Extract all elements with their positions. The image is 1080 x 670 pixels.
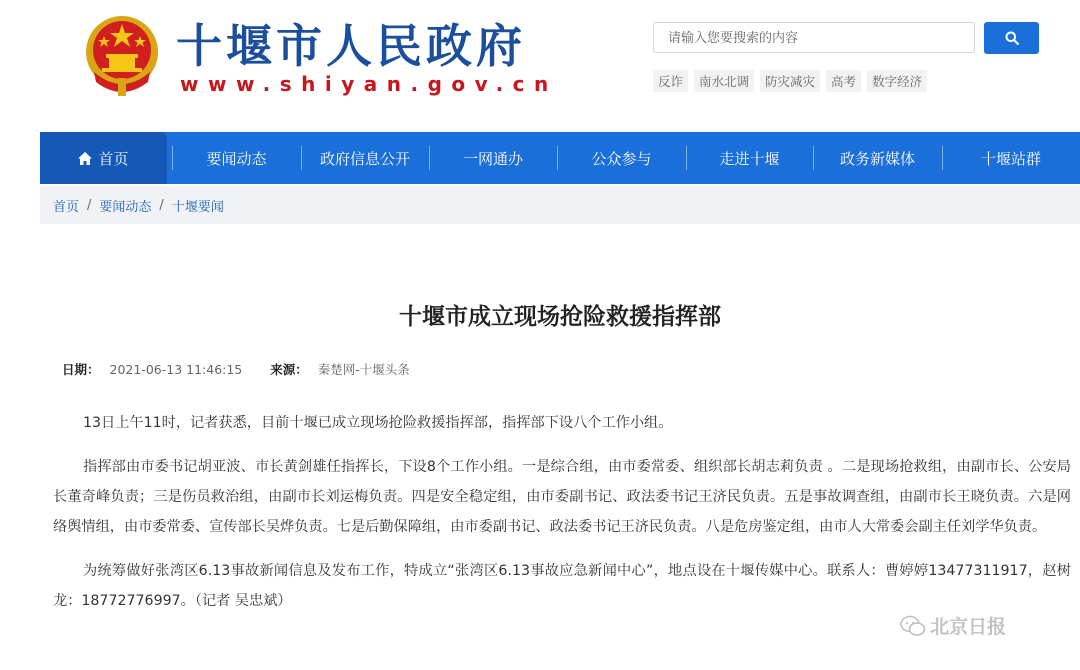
article-date: 2021-06-13 11:46:15: [109, 362, 243, 377]
watermark: [900, 612, 1006, 639]
article-meta: [62, 360, 410, 378]
nav-item-home[interactable]: [40, 132, 167, 184]
hot-tag[interactable]: 高考: [826, 70, 861, 92]
nav-item-label: 政府信息公开: [319, 149, 410, 168]
article-paragraph: 指挥部由市委书记胡亚波、市长黄剑雄任指挥长，下设8个工作小组。一是综合组，由市委常委、组织部长胡志莉负责 。二是现场抢救组，由副市长、公安局长董奇峰负责；三是伤员救治组，由副市长刘运梅负责。四是安全稳定组，由市委副书记、政法委书记王济民负责。五是事故调查组，由副市长王晓负责。六是网络舆情组，由市委常委、宣传部长吴烨负责。七是后勤保障组，由市委副书记、政法委书记王济民负责。八是危房鉴定组，由市人大常委会副主任刘学华负责。: [53, 459, 1071, 535]
article-title: 十堰市成立现场抢险救援指挥部: [399, 304, 721, 330]
nav-item-about[interactable]: [686, 132, 813, 184]
nav-item-label: 走进十堰: [719, 149, 780, 168]
nav-item-services[interactable]: [429, 132, 557, 184]
nav-item-news[interactable]: [172, 132, 301, 184]
nav-item-label: 一网通办: [462, 149, 523, 168]
breadcrumb-home-link[interactable]: 首页: [53, 199, 80, 215]
nav-item-participation[interactable]: [557, 132, 686, 184]
main-nav: [40, 132, 1080, 184]
site-header: [0, 0, 1080, 130]
search-icon: [1005, 31, 1019, 45]
nav-item-label: 要闻动态: [206, 149, 267, 168]
home-icon: [78, 152, 92, 165]
nav-item-gov-info[interactable]: [301, 132, 429, 184]
site-url: www.shiyan.gov.cn: [180, 72, 558, 96]
breadcrumb-local-news-link[interactable]: 十堰要闻: [171, 199, 224, 215]
article-source: 秦楚网-十堰头条: [317, 362, 410, 377]
breadcrumb-news-link[interactable]: 要闻动态: [99, 199, 152, 215]
date-label: 日期：: [62, 362, 100, 377]
breadcrumb-separator: /: [87, 197, 92, 213]
search-input[interactable]: [666, 23, 970, 54]
hot-tags: [653, 70, 927, 92]
site-title: 十堰市人民政府: [176, 19, 526, 73]
article-paragraph: 为统筹做好张湾区6.13事故新闻信息及发布工作，特成立“张湾区6.13事故应急新闻中心”，地点设在十堰传媒中心。联系人：曹婷婷13477311917，赵树龙：18772776997。（记者 吴忠斌）: [53, 563, 1071, 609]
national-emblem-icon: [82, 12, 162, 100]
search-box: [653, 22, 975, 53]
breadcrumb: [40, 186, 1080, 224]
nav-item-label: 十堰站群: [980, 149, 1041, 168]
wechat-icon: [900, 615, 926, 637]
source-label: 来源：: [270, 362, 308, 377]
article-body: [53, 408, 1071, 630]
watermark-text: 北京日报: [930, 616, 1007, 638]
nav-item-label: 公众参与: [591, 149, 652, 168]
hot-tag[interactable]: 反诈: [653, 70, 688, 92]
nav-item-sites[interactable]: [942, 132, 1080, 184]
hot-tag[interactable]: 南水北调: [694, 70, 754, 92]
hot-tag[interactable]: 数字经济: [867, 70, 927, 92]
nav-item-label: 首页: [98, 149, 129, 168]
breadcrumb-separator: /: [159, 197, 164, 213]
hot-tag[interactable]: 防灾减灾: [760, 70, 820, 92]
nav-item-label: 政务新媒体: [839, 149, 915, 168]
search-button[interactable]: [984, 22, 1039, 54]
article-paragraph: 13日上午11时，记者获悉，目前十堰已成立现场抢险救援指挥部，指挥部下设八个工作小组。: [83, 415, 673, 431]
nav-item-new-media[interactable]: [813, 132, 942, 184]
